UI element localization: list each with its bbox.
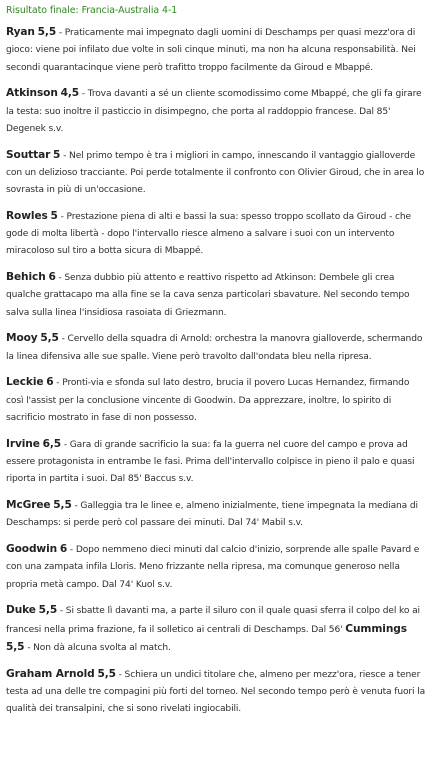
player-score: 6,5: [42, 437, 62, 450]
final-result-header: Risultato finale: Francia-Australia 4-1: [6, 5, 178, 16]
player-name: Atkinson: [6, 87, 58, 100]
player-comment: - Gara di grande sacrificio la sua: fa la guerra nel cuore del campo e prova ad essere protagonista in entrambe le fasi. Prima dell'intervallo colpisce in pieno il palo e quasi riporta in partita i suoi. Dal 85' Baccus s.v.: [6, 439, 415, 485]
player-name: Ryan: [6, 26, 35, 38]
player-score: 6: [59, 542, 68, 555]
player-comment: - Dopo nemmeno dieci minuti dal calcio d'inizio, sorprende alle spalle Pavard e con una zampata infila Lloris. Meno frizzante nella ripresa, ma comunque generoso nella propria metà campo. Dal 74' Kuol s.v.: [6, 544, 420, 590]
coach-comment: - Schiera un undici titolare che, almeno per mezz'ora, riesce a tener testa ad una delle tre compagini più forti del torneo. Nel secondo tempo però è venuta fuori la qualità dei transalpini, che si sono rivelati ingiocabili.: [6, 669, 426, 715]
player-name: Leckie: [6, 376, 44, 389]
player-score: 6: [46, 376, 54, 389]
rating-entry-mooy: [6, 330, 428, 366]
player-name: Mooy: [6, 332, 38, 345]
coach-score: 5,5: [97, 667, 116, 680]
player-comment: - Senza dubbio più attento e reattivo rispetto ad Atkinson: Dembele gli crea qualche grattacapo ma alla fine se la cava senza particolari sbavature. Nel secondo tempo salva sulla linea l'insidiosa rasoiata di Griezmann.: [6, 273, 410, 318]
rating-entry-irvine: [6, 436, 428, 489]
player-score: 5,5: [40, 332, 59, 345]
player-comment: - Si sbatte lì davanti ma, a parte il siluro con il quale quasi sferra il colpo del ko ai francesi nella prima frazione, fa il solletico ai centrali di Deschamps. Dal 56': [6, 606, 420, 635]
player-name: Rowles: [6, 209, 48, 222]
player-comment: - Galleggia tra le linee e, almeno inizialmente, tiene impegnata la mediana di Deschamps: si perde però col passare dei minuti. Dal 74' Mabil s.v.: [6, 500, 418, 529]
rating-entry-mcgree: [6, 497, 428, 533]
rating-entry-graham-arnold: [6, 666, 428, 719]
player-score: 5: [50, 209, 58, 222]
player-score: 4,5: [60, 87, 80, 100]
rating-entry-atkinson: [6, 85, 428, 138]
player-comment: - Praticamente mai impegnato dagli uomini di Deschamps per quasi mezz'ora di gioco: viene poi infilato due volte in soli cinque minuti, ma non ha alcuna responsabilità. Nei secondi quarantacinque viene però trafitto troppo facilmente da Giroud e Mbappé.: [6, 28, 416, 73]
coach-name: Graham Arnold: [6, 667, 95, 680]
rating-entry-behich: [6, 269, 428, 322]
player-comment: - Trova davanti a sé un cliente scomodissimo come Mbappé, che gli fa girare la testa: suo inoltre il pasticcio in disimpegno, che porta al raddoppio francese. Dal 85' Degenek s.v.: [6, 89, 422, 134]
player-name: McGree: [6, 498, 51, 511]
player-name: Duke: [6, 604, 36, 617]
player-score: 5: [53, 148, 61, 161]
rating-entry-leckie: [6, 374, 428, 427]
rating-entry-rowles: [6, 208, 428, 261]
substitute-comment: - Non dà alcuna svolta al match.: [24, 642, 171, 653]
player-name: Souttar: [6, 148, 51, 161]
player-name: Behich: [6, 271, 46, 284]
substitute-score: 5,5: [6, 640, 25, 653]
player-comment: - Nel primo tempo è tra i migliori in campo, innescando il vantaggio gialloverde con un delizioso tracciante. Poi perde totalmente il confronto con Olivier Giroud, che in area lo sovrasta in più di un'occasione.: [6, 150, 425, 196]
player-score: 5,5: [37, 26, 57, 38]
rating-entry-duke: [6, 602, 428, 657]
player-name: Goodwin: [6, 542, 58, 555]
player-score: 5,5: [53, 498, 72, 511]
rating-entry-souttar: [6, 147, 428, 200]
rating-entry-ryan: [6, 24, 428, 77]
substitute-name: Cummings: [345, 622, 407, 635]
player-comment: - Prestazione piena di alti e bassi la sua: spesso troppo scollato da Giroud - che gode di molta libertà - dopo l'intervallo riesce almeno a salvare i suoi con un intervento miracoloso sul tiro a botta sicura di Mbappé.: [6, 211, 411, 257]
player-score: 6: [48, 271, 56, 284]
player-comment: - Pronti-via e sfonda sul lato destro, brucia il povero Lucas Hernandez, firmando così l'assist per la conclusione vincente di Goodwin. Da apprezzare, inoltre, lo spirito di sacrificio mostrato in fase di non possesso.: [6, 378, 410, 423]
player-comment: - Cervello della squadra di Arnold: orchestra la manovra gialloverde, schermando la linea difensiva alle sue spalle. Viene però travolto dall'ondata bleu nella ripresa.: [6, 334, 423, 362]
player-name: Irvine: [6, 437, 40, 450]
rating-entry-goodwin: [6, 541, 428, 594]
player-score: 5,5: [38, 604, 58, 617]
